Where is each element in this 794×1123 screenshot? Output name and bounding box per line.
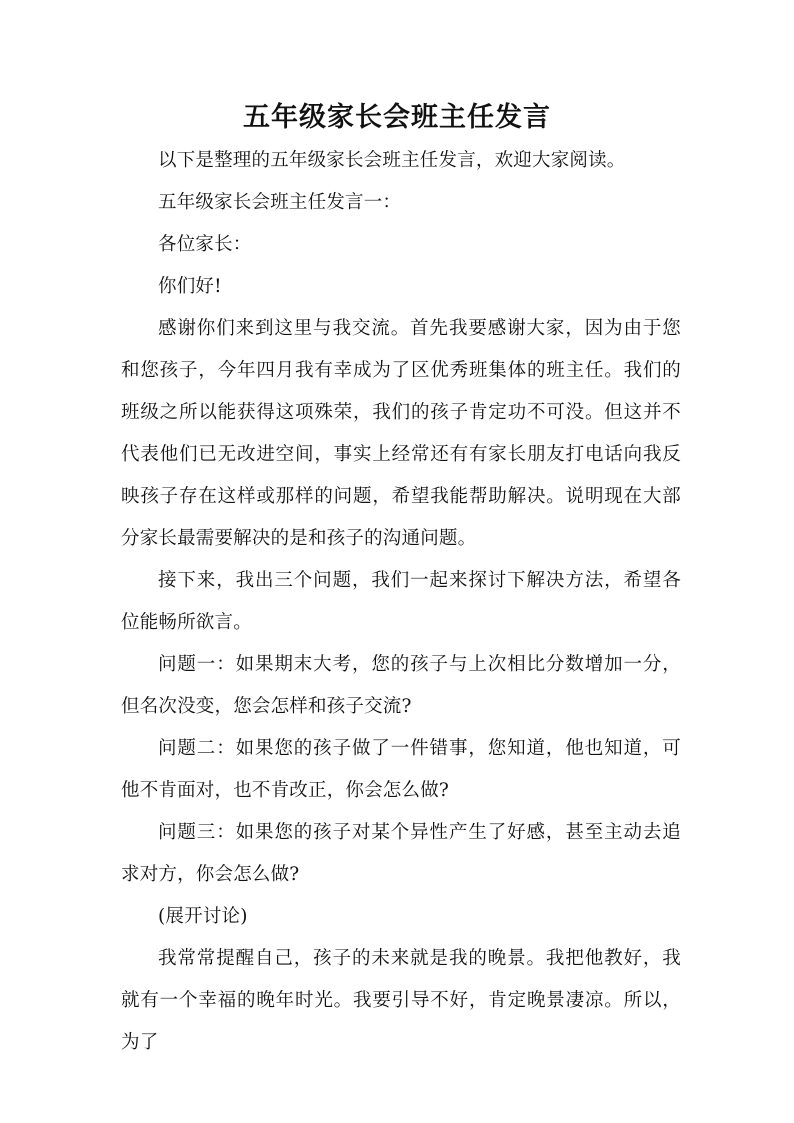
intro-paragraph: 以下是整理的五年级家长会班主任发言，欢迎大家阅读。	[158, 150, 626, 171]
section-heading: 五年级家长会班主任发言一：	[158, 192, 402, 213]
body-paragraph: 接下来，我出三个问题，我们一起来探讨下解决方法，希望各位能畅所欲言。	[121, 570, 681, 633]
question-three: 问题三：如果您的孩子对某个异性产生了好感，甚至主动去追求对方，你会怎么做?	[121, 822, 681, 885]
body-paragraph: 感谢你们来到这里与我交流。首先我要感谢大家，因为由于您和您孩子，今年四月我有幸成为了区优秀班集体的班主任。我们的班级之所以能获得这项殊荣，我们的孩子肯定功不可没。但这并不代表他们已无改进空间，事实上经常还有有家长朋友打电话向我反映孩子存在这样或那样的问题，希望我能帮助解决。说明现在大部分家长最需要解决的是和孩子的沟通问题。	[121, 318, 681, 549]
discussion-note: (展开讨论)	[158, 906, 248, 927]
salutation: 各位家长：	[158, 234, 252, 255]
greeting: 你们好!	[158, 276, 222, 297]
body-paragraph: 我常常提醒自己，孩子的未来就是我的晚景。我把他教好，我就有一个幸福的晚年时光。我要引导不好，肯定晚景凄凉。所以，为了	[121, 948, 681, 1053]
question-one: 问题一：如果期末大考，您的孩子与上次相比分数增加一分，但名次没变，您会怎样和孩子交流?	[121, 654, 681, 717]
question-two: 问题二：如果您的孩子做了一件错事，您知道，他也知道，可他不肯面对，也不肯改正，你会怎么做?	[121, 738, 681, 801]
document-title: 五年级家长会班主任发言	[243, 102, 551, 133]
document-body	[121, 140, 681, 1064]
